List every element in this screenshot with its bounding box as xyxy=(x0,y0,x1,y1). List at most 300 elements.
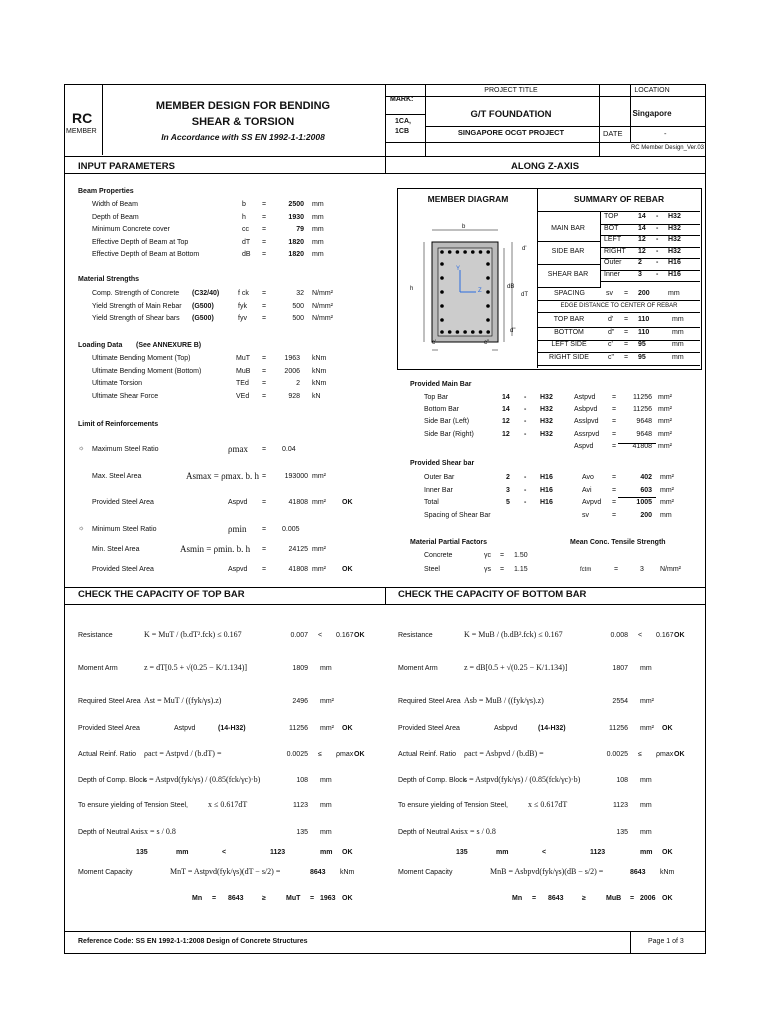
check-formula: K = MuB / (b.dB².fck) ≤ 0.167 xyxy=(464,630,563,639)
loading-row-value: 2 xyxy=(296,380,300,387)
dim-c2: c" xyxy=(484,340,490,346)
edge-eq: = xyxy=(624,328,629,336)
min-area-value: 24125 xyxy=(288,546,308,553)
provided-main-value: 41808 xyxy=(632,442,652,450)
rebar-group-label: SIDE BAR xyxy=(551,248,585,255)
eq: = xyxy=(500,566,505,573)
rebar-dot xyxy=(486,304,490,308)
gamma-s: γs xyxy=(484,566,491,573)
rebar-count: 12 xyxy=(638,236,646,243)
check-label: Actual Reinf. Ratio xyxy=(78,751,136,758)
check-limit: 0.167 xyxy=(656,632,674,639)
na-a-unit: mm xyxy=(496,849,509,856)
rebar-count: 14 xyxy=(638,224,646,232)
header-hline xyxy=(599,126,705,127)
beam-row-label: Effective Depth of Beam at Top xyxy=(92,238,189,246)
check-formula: s = Astpvd(fyk/γs) / (0.85(fck/γc)·b) xyxy=(464,775,581,784)
final-eq: = xyxy=(212,895,217,902)
rebar-dot xyxy=(440,304,444,308)
ok-badge: OK xyxy=(662,725,673,732)
check-label: Required Steel Area xyxy=(398,698,461,705)
beam-row-value: 79 xyxy=(296,226,304,233)
material-row-grade: (G500) xyxy=(192,302,214,310)
location-value: Singapore xyxy=(632,109,672,118)
loading-row-unit: kNm xyxy=(312,380,327,387)
title-line1: MEMBER DESIGN FOR BENDING xyxy=(155,100,331,112)
header-hline xyxy=(385,142,705,143)
check-unit: mm xyxy=(640,802,652,809)
rebar-size: H32 xyxy=(668,236,681,243)
spacing-label: SPACING xyxy=(554,290,585,297)
check-formula: Ast = MuT / ((fyk/γs).z) xyxy=(144,696,222,705)
edge-eq: = xyxy=(624,353,629,361)
rebar-dot xyxy=(486,318,490,322)
rebar-dot xyxy=(448,330,452,334)
provided-main-eq: = xyxy=(612,430,617,438)
na-a: 135 xyxy=(136,849,148,856)
project-title-label: PROJECT TITLE xyxy=(484,87,538,94)
moment-unit: kNm xyxy=(340,869,355,876)
check-value: 0.008 xyxy=(610,632,628,639)
edge-line xyxy=(537,312,700,313)
check-unit: mm² xyxy=(640,698,654,705)
check-value: 1123 xyxy=(292,802,308,809)
check-value: 108 xyxy=(296,777,308,784)
provided-main-dash: - xyxy=(524,394,527,401)
provided-main-sym: Asbpvd xyxy=(574,406,598,414)
spacing-value: 200 xyxy=(638,290,650,297)
member-label: MEMBER xyxy=(66,128,97,135)
final-eq2: = xyxy=(630,895,635,902)
material-row-sym: fyv xyxy=(238,315,247,322)
rebar-dot xyxy=(471,250,475,254)
material-row-eq: = xyxy=(262,290,267,297)
ok-badge: OK xyxy=(674,751,685,758)
rebar-dot xyxy=(463,330,467,334)
moment-formula: MnT = Astpvd(fyk/γs)(dT − s/2) = xyxy=(170,867,281,876)
dim-h: h xyxy=(410,286,414,292)
location-label: LOCATION xyxy=(634,87,670,94)
provided-main-value: 9648 xyxy=(636,430,652,438)
provided-main-count: 12 xyxy=(502,430,510,438)
rebar-dash: - xyxy=(656,236,659,243)
check-formula: K = MuT / (b.dT².fck) ≤ 0.167 xyxy=(144,630,242,639)
rebar-dot xyxy=(471,330,475,334)
max-ratio-value: 0.04 xyxy=(282,446,296,453)
provided-shear-label: Spacing of Shear Bar xyxy=(424,511,491,519)
check-formula: ρact = Astpvd / (b.dT) = xyxy=(144,749,222,758)
material-row-unit: N/mm² xyxy=(312,290,333,297)
beam-row-eq: = xyxy=(262,213,267,221)
spacing-eq: = xyxy=(624,290,629,297)
final-eq2: = xyxy=(310,895,315,902)
beam-row-unit: mm xyxy=(312,226,324,233)
max-area-formula: Asmax = ρmax. b. h xyxy=(186,471,260,481)
eq: = xyxy=(262,546,267,553)
eq: = xyxy=(262,526,267,533)
fctm-value: 3 xyxy=(640,566,644,573)
beam-row-value: 1820 xyxy=(288,238,304,246)
beam-row-eq: = xyxy=(262,226,267,233)
provided-main-label: Side Bar (Right) xyxy=(424,430,474,438)
dim-dt: dT xyxy=(521,292,529,298)
provided-shear-sym: Avpvd xyxy=(582,499,602,506)
check-unit: mm xyxy=(640,777,652,784)
beam-row-unit: mm xyxy=(312,213,324,221)
beam-row-value: 2500 xyxy=(288,201,304,208)
check-value: 1123 xyxy=(612,802,628,809)
check-unit: mm xyxy=(320,665,332,672)
ok-badge: OK xyxy=(342,499,353,506)
material-row-label: Yield Strength of Shear bars xyxy=(92,315,180,322)
check-unit: mm xyxy=(640,829,652,836)
material-row-eq: = xyxy=(262,302,267,310)
section-divider xyxy=(65,173,705,174)
provided-main-dash: - xyxy=(524,430,527,438)
check-formula: z = dT[0.5 + √(0.25 − K/1.134)] xyxy=(144,663,248,672)
dim-b: b xyxy=(462,224,466,230)
eq: = xyxy=(262,499,267,506)
rebar-group-line xyxy=(538,287,600,288)
provided-main-eq: = xyxy=(612,418,617,426)
dim-c1: c' xyxy=(432,340,437,346)
provided-main-size: H32 xyxy=(540,430,553,438)
final-eq: = xyxy=(532,895,537,902)
beam-row-eq: = xyxy=(262,238,267,246)
loading-row-eq: = xyxy=(262,392,267,400)
check-limit: 0.167 xyxy=(336,632,354,639)
rebar-dash: - xyxy=(656,247,659,255)
edge-value: 110 xyxy=(638,328,650,336)
rebar-pos: Outer xyxy=(604,259,622,266)
mark-value1: 1CA, xyxy=(395,118,411,125)
provided-main-value: 9648 xyxy=(636,418,652,426)
max-ratio-label: Maximum Steel Ratio xyxy=(92,446,159,453)
rebar-count: 2 xyxy=(638,259,642,266)
max-area-label: Max. Steel Area xyxy=(92,473,142,480)
spacing-sym: sv xyxy=(606,290,613,297)
rebar-dot xyxy=(456,250,460,254)
eq: = xyxy=(500,552,505,559)
ok-badge: OK xyxy=(662,895,673,902)
na-compare: < xyxy=(542,849,547,856)
rebar-group-line xyxy=(538,241,600,242)
rebar-pos: BOT xyxy=(604,224,619,232)
sum-line xyxy=(618,443,656,444)
provided-shear-sym: Avo xyxy=(582,474,594,481)
max-area-value: 193000 xyxy=(284,473,308,480)
edge-sym: c' xyxy=(608,341,613,348)
loading-heading: Loading Data xyxy=(78,342,123,349)
check-label: Provided Steel Area xyxy=(398,725,460,732)
spacing-unit: mm xyxy=(668,290,680,297)
beam-row-eq: = xyxy=(262,201,267,208)
min-area-formula: Asmin = ρmin. b. h xyxy=(180,544,251,554)
project-name1: G/T FOUNDATION xyxy=(470,109,552,120)
provided-main-count: 14 xyxy=(502,394,510,401)
min-area-unit: mm² xyxy=(312,546,326,553)
check-sym: Asbpvd xyxy=(494,725,518,732)
rebar-dot xyxy=(448,250,452,254)
provided-main-size: H32 xyxy=(540,418,553,426)
ok-badge: OK xyxy=(674,632,685,639)
check-value: 0.0025 xyxy=(606,751,628,758)
provided-shear-value: 402 xyxy=(640,474,652,481)
rebar-dot xyxy=(479,250,483,254)
header-hline xyxy=(425,126,599,127)
check-value: 135 xyxy=(296,829,308,836)
na-compare: < xyxy=(222,849,227,856)
prov-area-label: Provided Steel Area xyxy=(92,566,154,573)
concrete-label: Concrete xyxy=(424,552,453,559)
rebar-size: H32 xyxy=(668,247,681,255)
provided-main-sym: Aspvd xyxy=(574,442,594,450)
reference-code: Reference Code: SS EN 1992-1-1:2008 Design of Concrete Structures xyxy=(78,938,308,945)
loading-row-unit: kNm xyxy=(312,355,327,362)
provided-main-sym: Asslpvd xyxy=(574,418,599,426)
dim-d2: d" xyxy=(510,328,516,334)
material-row-sym: f ck xyxy=(238,290,249,297)
max-ratio-sym: ρmax xyxy=(228,444,248,454)
provided-shear-count: 3 xyxy=(506,486,510,494)
check-label: To ensure yielding of Tension Steel, xyxy=(398,802,508,809)
ok-badge: OK xyxy=(342,566,353,573)
provided-main-label: Side Bar (Left) xyxy=(424,418,470,426)
beam-row-value: 1930 xyxy=(288,213,304,221)
check-value: 0.0025 xyxy=(286,751,308,758)
material-row-label: Comp. Strength of Concrete xyxy=(92,290,180,297)
edge-label: BOTTOM xyxy=(554,328,584,336)
rebar-vline xyxy=(600,211,601,288)
beam-row-unit: mm xyxy=(312,201,324,208)
final-mu-value: 2006 xyxy=(640,895,656,902)
gamma-c-value: 1.50 xyxy=(514,552,528,559)
material-row-value: 32 xyxy=(296,290,304,297)
check-value: 11256 xyxy=(609,725,628,732)
beam-row-label: Minimum Concrete cover xyxy=(92,226,170,233)
provided-shear-unit: mm² xyxy=(660,486,674,494)
final-mu-value: 1963 xyxy=(320,895,336,902)
final-value: 8643 xyxy=(548,895,564,902)
gamma-s-value: 1.15 xyxy=(514,566,528,573)
rebar-size: H16 xyxy=(668,270,681,278)
check-label: Depth of Comp. Block xyxy=(78,777,147,784)
rebar-pos: LEFT xyxy=(604,236,622,243)
provided-main-unit: mm² xyxy=(658,394,672,401)
loading-row-value: 928 xyxy=(288,392,300,400)
final-value: 8643 xyxy=(228,895,244,902)
beam-row-unit: mm xyxy=(312,251,324,258)
member-diagram-title: MEMBER DIAGRAM xyxy=(427,194,509,204)
check-label: Depth of Neutral Axis xyxy=(398,829,464,836)
check-formula: ρact = Asbpvd / (b.dB) = xyxy=(464,749,544,758)
edge-eq: = xyxy=(624,316,629,323)
min-ratio-sym: ρmin xyxy=(228,524,247,534)
edge-sym: c" xyxy=(608,353,614,361)
beam-row-sym: dB xyxy=(242,251,251,258)
provided-main-label: Top Bar xyxy=(424,394,449,401)
eq: = xyxy=(614,566,619,573)
fctm-unit: N/mm² xyxy=(660,566,681,573)
footer-divider xyxy=(65,931,705,932)
edge-value: 95 xyxy=(638,353,646,361)
ok-badge: OK xyxy=(342,849,353,856)
edge-value: 110 xyxy=(638,316,650,323)
max-area-unit: mm² xyxy=(312,473,326,480)
provided-main-size: H32 xyxy=(540,394,553,401)
loading-row-sym: VEd xyxy=(236,392,250,400)
rebar-row-line xyxy=(600,281,700,282)
loading-row-sym: MuB xyxy=(236,367,251,375)
check-limit: ρmax xyxy=(336,751,354,758)
edge-unit: mm xyxy=(672,353,684,361)
rebar-dash: - xyxy=(656,259,659,266)
check-formula: z = dB[0.5 + √(0.25 − K/1.134)] xyxy=(464,663,568,672)
na-b: 1123 xyxy=(590,849,606,856)
na-b-unit: mm xyxy=(640,849,653,856)
na-b: 1123 xyxy=(270,849,286,856)
rebar-group-label: MAIN BAR xyxy=(551,225,585,232)
prov-area-unit: mm² xyxy=(312,499,326,506)
edge-label: LEFT SIDE xyxy=(551,341,587,348)
beam-row-label: Effective Depth of Beam at Bottom xyxy=(92,251,200,258)
section-divider xyxy=(65,604,705,605)
rebar-dot xyxy=(486,250,490,254)
final-mn: Mn xyxy=(192,895,203,902)
provided-shear-unit: mm² xyxy=(660,499,674,506)
na-b-unit: mm xyxy=(320,849,333,856)
date-value: - xyxy=(664,129,667,138)
rebar-count: 14 xyxy=(638,213,646,220)
ok-badge: OK xyxy=(662,849,673,856)
edge-sym: d" xyxy=(608,328,615,336)
provided-main-unit: mm² xyxy=(658,418,672,426)
provided-main-eq: = xyxy=(612,406,617,414)
material-row-unit: N/mm² xyxy=(312,315,333,322)
check-label: Depth of Neutral Axis xyxy=(78,829,144,836)
beam-row-label: Width of Beam xyxy=(92,201,138,208)
provided-shear-size: H16 xyxy=(540,499,553,506)
provided-shear-heading: Provided Shear bar xyxy=(410,460,475,467)
provided-shear-value: 603 xyxy=(640,486,652,494)
beam-row-sym: cc xyxy=(242,226,249,233)
provided-shear-unit: mm² xyxy=(660,474,674,481)
axis-y-label: Y xyxy=(456,266,461,272)
limits-heading: Limit of Reinforcements xyxy=(78,421,159,428)
mark-label: MARK: xyxy=(390,96,414,103)
summary-rebar-title: SUMMARY OF REBAR xyxy=(573,194,665,204)
provided-main-unit: mm² xyxy=(658,406,672,414)
edge-sym: d' xyxy=(608,316,614,323)
beam-row-unit: mm xyxy=(312,238,324,246)
check-label: Resistance xyxy=(398,632,433,639)
check-unit: mm² xyxy=(320,698,334,705)
check-label: Actual Reinf. Ratio xyxy=(398,751,456,758)
check-unit: mm xyxy=(320,802,332,809)
rebar-dot xyxy=(486,330,490,334)
check-value: 135 xyxy=(616,829,628,836)
rebar-size: H16 xyxy=(668,259,681,266)
ok-badge: OK xyxy=(354,632,365,639)
rebar-pos: RIGHT xyxy=(604,247,626,255)
page-number: Page 1 of 3 xyxy=(648,938,684,945)
final-compare: ≥ xyxy=(262,895,266,902)
edge-unit: mm xyxy=(672,341,684,348)
provided-shear-label: Total xyxy=(424,499,439,506)
beam-row-sym: b xyxy=(242,201,246,208)
bottom-check-heading: CHECK THE CAPACITY OF BOTTOM BAR xyxy=(398,589,587,600)
rebar-dot xyxy=(440,290,444,294)
sum-line xyxy=(618,497,656,498)
loading-row-label: Ultimate Bending Moment (Bottom) xyxy=(92,367,202,375)
edge-value: 95 xyxy=(638,341,646,348)
title-line2: SHEAR & TORSION xyxy=(191,116,295,128)
beam-row-sym: dT xyxy=(242,238,251,246)
tensile-heading: Mean Conc. Tensile Strength xyxy=(570,539,666,546)
check-unit: mm xyxy=(640,665,652,672)
edge-label: TOP BAR xyxy=(553,316,585,323)
provided-main-eq: = xyxy=(612,394,617,401)
version-label: RC Member Design_Ver.03 xyxy=(630,145,704,151)
ok-badge: OK xyxy=(342,895,353,902)
prov-area-value: 41808 xyxy=(288,499,308,506)
check-value: 1807 xyxy=(612,665,628,672)
provided-main-unit: mm² xyxy=(658,430,672,438)
gamma-c: γc xyxy=(484,552,491,559)
rebar-dot xyxy=(486,262,490,266)
check-label: Provided Steel Area xyxy=(78,725,140,732)
check-bars: (14-H32) xyxy=(218,725,246,732)
min-ratio-value: 0.005 xyxy=(282,526,300,533)
check-compare: ≤ xyxy=(318,751,322,758)
prov-area-value: 41808 xyxy=(288,566,308,573)
check-label: Resistance xyxy=(78,632,113,639)
provided-shear-value: 1005 xyxy=(636,499,652,506)
prov-area-sym: Aspvd xyxy=(228,566,248,573)
rebar-size: H32 xyxy=(668,224,681,232)
edge-distance-title: EDGE DISTANCE TO CENTER OF REBAR xyxy=(560,303,678,309)
material-row-value: 500 xyxy=(292,315,304,322)
beam-row-value: 1820 xyxy=(288,251,304,258)
top-check-heading: CHECK THE CAPACITY OF TOP BAR xyxy=(78,589,245,600)
edge-unit: mm xyxy=(672,328,684,336)
check-value: 11256 xyxy=(289,725,308,732)
provided-shear-label: Inner Bar xyxy=(424,486,453,494)
moment-unit: kNm xyxy=(660,869,675,876)
loading-row-unit: kN xyxy=(312,392,321,400)
annex-label: (See ANNEXURE B) xyxy=(136,342,202,349)
loading-row-value: 1963 xyxy=(284,355,300,362)
provided-shear-dash: - xyxy=(524,474,527,481)
provided-main-count: 12 xyxy=(502,418,510,426)
check-bars: (14-H32) xyxy=(538,725,566,732)
check-label: To ensure yielding of Tension Steel, xyxy=(78,802,188,809)
rebar-dot xyxy=(440,262,444,266)
provided-shear-sym: Avi xyxy=(582,486,592,494)
beam-row-eq: = xyxy=(262,251,267,258)
loading-row-label: Ultimate Shear Force xyxy=(92,392,159,400)
check-label: Moment Arm xyxy=(398,665,438,672)
material-row-value: 500 xyxy=(292,302,304,310)
final-mu: MuB xyxy=(606,895,622,902)
check-unit: mm² xyxy=(320,725,334,732)
check-formula: x = s / 0.8 xyxy=(144,827,176,836)
check-formula: x = s / 0.8 xyxy=(464,827,496,836)
date-label: DATE xyxy=(603,129,623,138)
rebar-count: 3 xyxy=(638,270,642,278)
material-row-eq: = xyxy=(262,315,267,322)
rebar-dot xyxy=(440,250,444,254)
